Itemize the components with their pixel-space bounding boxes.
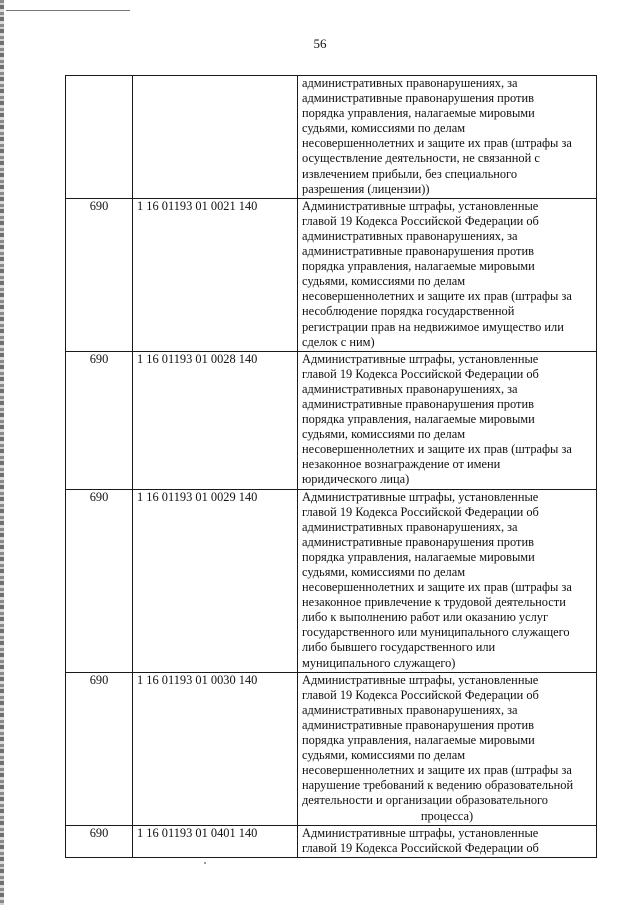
admin-code-cell: 690 (66, 198, 133, 351)
description-line: несовершеннолетних и защите их прав (штрафы за (302, 763, 572, 778)
description-line: административные правонарушения против (302, 396, 534, 411)
description-line: незаконное привлечение к трудовой деятельности (302, 595, 566, 610)
description-line: административных правонарушениях, за (302, 381, 518, 396)
description-line: Административные штрафы, установленные (302, 351, 539, 366)
description-line: процесса) (420, 808, 474, 823)
description-line: Административные штрафы, установленные (302, 825, 539, 840)
admin-code-cell: 690 (66, 672, 133, 825)
description-cell (298, 489, 597, 672)
kbk-code-cell: 1 16 01193 01 0028 140 (133, 351, 298, 489)
kbk-code-cell (133, 76, 298, 199)
description-line: разрешения (лицензии)) (302, 181, 430, 196)
description-line: административные правонарушения против (302, 91, 534, 106)
admin-code-cell: 690 (66, 825, 133, 857)
description-line: порядка управления, налагаемые мировыми (302, 549, 535, 564)
description-line: несоблюдение порядка государственной (302, 304, 515, 319)
table-row (66, 672, 597, 825)
description-line: главой 19 Кодекса Российской Федерации об (302, 504, 539, 519)
description-line: государственного или муниципального служащего (302, 625, 570, 640)
description-line: муниципального служащего) (302, 655, 456, 670)
admin-code-cell: 690 (66, 489, 133, 672)
description-line: несовершеннолетних и защите их прав (штрафы за (302, 136, 572, 151)
description-line: несовершеннолетних и защите их прав (штрафы за (302, 442, 572, 457)
description-line: осуществление деятельности, не связанной с (302, 151, 540, 166)
description-line: административных правонарушениях, за (302, 228, 518, 243)
kbk-code-cell: 1 16 01193 01 0030 140 (133, 672, 298, 825)
admin-code-cell (66, 76, 133, 199)
description-line: судьями, комиссиями по делам (302, 427, 466, 442)
page-number: 56 (313, 36, 327, 51)
description-line: главой 19 Кодекса Российской Федерации об (302, 366, 539, 381)
description-line: административных правонарушениях, за (302, 76, 518, 90)
description-line: главой 19 Кодекса Российской Федерации об (302, 687, 539, 702)
description-line: несовершеннолетних и защите их прав (штрафы за (302, 289, 572, 304)
scan-speck (204, 862, 206, 864)
description-line: административных правонарушениях, за (302, 702, 518, 717)
description-line: незаконное вознаграждение от имени (302, 457, 501, 472)
description-line: либо бывшего государственного или (302, 640, 496, 655)
description-line: извлечением прибыли, без специального (302, 166, 518, 181)
description-line: судьями, комиссиями по делам (302, 565, 466, 579)
table-row (66, 489, 597, 672)
description-line: несовершеннолетних и защите их прав (штрафы за (302, 580, 572, 595)
scan-edge (0, 0, 4, 905)
description-line: административные правонарушения против (302, 717, 534, 732)
admin-code-cell: 690 (66, 351, 133, 489)
description-line: порядка управления, налагаемые мировыми (302, 259, 535, 274)
description-line: юридического лица) (302, 472, 410, 487)
kbk-code-cell: 1 16 01193 01 0029 140 (133, 489, 298, 672)
description-line: судьями, комиссиями по делам (302, 748, 466, 763)
table-row (66, 351, 597, 489)
description-cell (298, 76, 597, 199)
description-cell (298, 825, 597, 857)
description-line: административные правонарушения против (302, 244, 534, 259)
description-line: нарушение требований к ведению образовательной (302, 778, 574, 793)
description-line: главой 19 Кодекса Российской Федерации об (302, 840, 539, 855)
table-row (66, 825, 597, 857)
budget-codes-table (65, 75, 597, 858)
description-line: Административные штрафы, установленные (302, 672, 539, 687)
description-line: главой 19 Кодекса Российской Федерации об (302, 213, 539, 228)
description-cell (298, 672, 597, 825)
description-line: порядка управления, налагаемые мировыми (302, 412, 535, 427)
kbk-code-cell: 1 16 01193 01 0401 140 (133, 825, 298, 857)
description-line: административных правонарушениях, за (302, 519, 518, 534)
description-line: сделок с ним) (302, 334, 375, 349)
description-line: Административные штрафы, установленные (302, 489, 539, 504)
table-row (66, 198, 597, 351)
description-line: деятельности и организации образовательного (302, 793, 548, 808)
description-line: судьями, комиссиями по делам (302, 274, 466, 289)
description-line: порядка управления, налагаемые мировыми (302, 106, 535, 121)
description-line: административные правонарушения против (302, 534, 534, 549)
kbk-code-cell: 1 16 01193 01 0021 140 (133, 198, 298, 351)
description-line: порядка управления, налагаемые мировыми (302, 733, 535, 748)
description-cell (298, 198, 597, 351)
description-line: либо к выполнению работ или оказанию услуг (302, 610, 549, 625)
description-line: Административные штрафы, установленные (302, 198, 539, 213)
description-cell (298, 351, 597, 489)
table-body (66, 76, 597, 858)
scan-top-mark (6, 10, 130, 11)
table-row (66, 76, 597, 199)
description-line: судьями, комиссиями по делам (302, 121, 466, 136)
description-line: регистрации прав на недвижимое имущество или (302, 319, 564, 334)
